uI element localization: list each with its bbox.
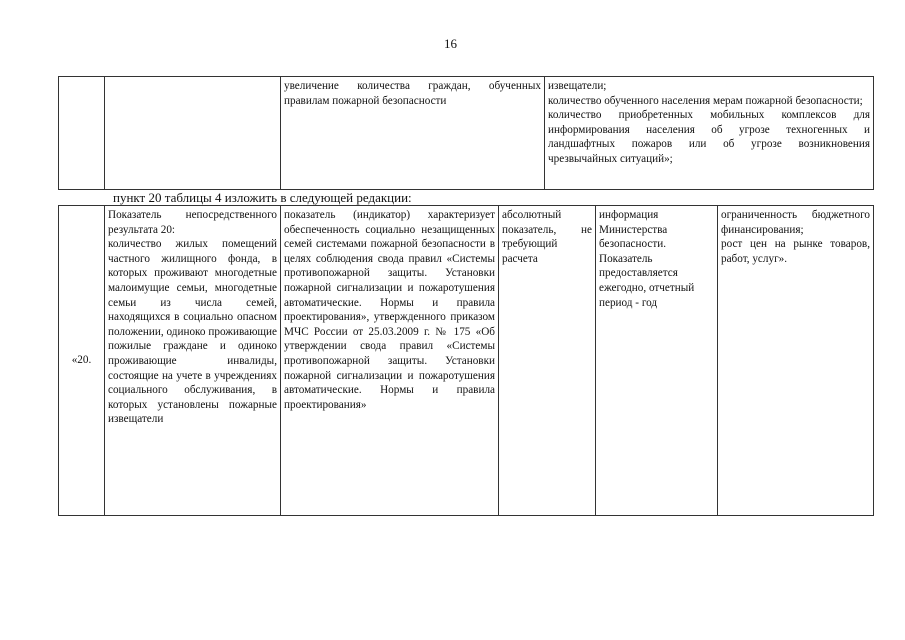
indicator-description: количество жилых помещений частного жилищного фонда, в которых проживают многодетные малоимущие семьи, многодетные семьи из числа семей, находящихся в социально опасном положении, одиноко проживающие пожилые граждане и одиноко проживающие инвалиды, состоящие на учете в учреждениях социального обслуживания, в которых установлены пожарные извещатели <box>108 238 277 426</box>
limitations-cell <box>718 206 874 516</box>
instruction-text: пункт 20 таблицы 4 изложить в следующей редакции: <box>113 190 412 205</box>
indicator-name-cell <box>105 77 281 190</box>
notes-line: извещатели; <box>548 80 607 92</box>
calculation-cell: абсолютный показатель, не требующий расчета <box>499 206 596 516</box>
notes-line: количество обученного населения мерам пожарной безопасности; <box>548 94 863 107</box>
table-row <box>59 77 874 190</box>
page-number: 16 <box>444 36 457 51</box>
continuation-table <box>58 76 874 190</box>
source-line: Показатель предоставляется ежегодно, отчетный период - год <box>599 252 695 309</box>
limitation-line: рост цен на рынке товаров, работ, услуг». <box>721 238 870 265</box>
indicator-table <box>58 205 874 516</box>
limitation-line: ограниченность бюджетного финансирования; <box>721 209 870 236</box>
definition-cell: показатель (индикатор) характеризует обеспеченность социально незащищенных семей системами пожарной безопасности в целях соблюдения свода правил «Системы противопожарной защиты. Установки пожарной сигнализации и пожаротушения автоматические. Нормы и правила проектирования», утвержденного приказом МЧС России от 25.03.2009 г. № 175 «Об утверждении свода правил «Системы противопожарной защиты. Установки пожарной сигнализации и пожаротушения автоматические. Нормы и правила проектирования» <box>281 206 499 516</box>
source-cell <box>596 206 718 516</box>
row-number: «20. <box>59 206 105 516</box>
source-line: информация Министерства безопасности. <box>599 209 668 251</box>
indicator-name-cell <box>105 206 281 516</box>
definition-cell: увеличение количества граждан, обученных правилам пожарной безопасности <box>281 77 545 190</box>
indicator-title: Показатель непосредственного результата 20: <box>108 209 277 236</box>
notes-cell <box>545 77 874 190</box>
number-cell <box>59 77 105 190</box>
notes-line: количество приобретенных мобильных комплексов для информирования населения об угрозе техногенных и ландшафтных пожаров или об угрозе возникновения чрезвычайных ситуаций»; <box>548 109 870 165</box>
table-row <box>59 206 874 516</box>
